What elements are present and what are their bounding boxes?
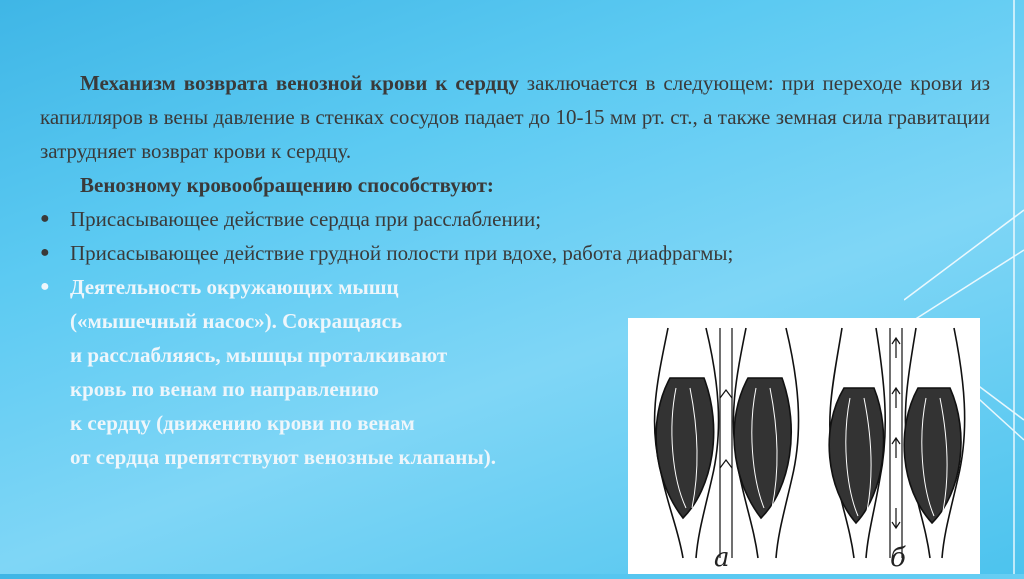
highlight-line: к сердцу (движению крови по венам (70, 411, 415, 435)
highlight-line: кровь по венам по направлению (70, 377, 379, 401)
highlight-line: и расслабляясь, мышцы проталкивают (70, 343, 448, 367)
muscle-pump-figure (628, 318, 980, 574)
figure-label-b: б (890, 543, 906, 573)
highlight-line: («мышечный насос»). Сокращаясь (70, 309, 403, 333)
figure-label-a: а (714, 543, 730, 573)
bullet-icon: ● (40, 210, 50, 227)
subheading: Венозному кровообращению способствуют: (80, 173, 494, 197)
muscle-pump-illustration (628, 318, 980, 574)
list-item (40, 236, 990, 270)
bullet-icon: ● (40, 244, 50, 261)
list-item (40, 202, 990, 236)
intro-bold-lead: Механизм возврата венозной крови к сердцу (80, 71, 519, 95)
highlight-text (70, 270, 496, 474)
bullet-text: Присасывающее действие сердца при расслаблении; (70, 207, 542, 231)
intro-rest: заключается в следующем: при переходе крови из капилляров в вены давление в стенках сосудов падает до 10-15 мм рт. ст., а также земная сила гравитации затрудняет возврат крови к сердцу. (40, 71, 991, 163)
bullet-text: Присасывающее действие грудной полости при вдохе, работа диафрагмы; (70, 241, 734, 265)
highlight-line: Деятельность окружающих мышц (70, 275, 399, 299)
bullet-icon: ● (40, 278, 50, 295)
highlight-line: от сердца препятствуют венозные клапаны). (70, 445, 496, 469)
intro-paragraph (40, 66, 990, 168)
